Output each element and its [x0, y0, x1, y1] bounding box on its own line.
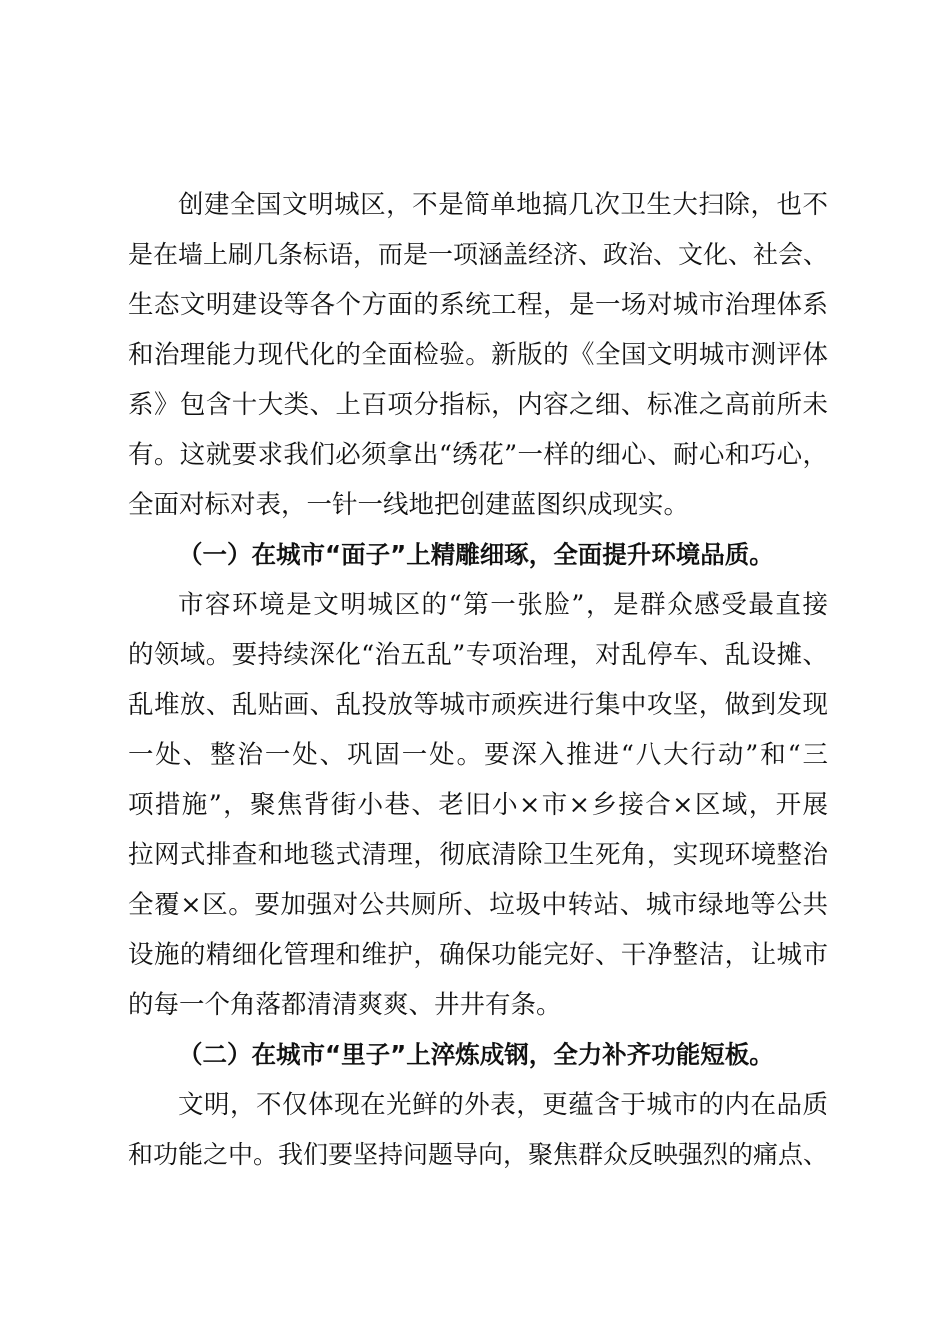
paragraph-2-line-8: 设施的精细化管理和维护，确保功能完好、干净整洁，让城市 [128, 940, 828, 970]
paragraph-3-line-2: 和功能之中。我们要坚持问题导向，聚焦群众反映强烈的痛点、 [128, 1140, 829, 1169]
section-heading-1: （一）在城市“面子”上精雕细琢，全面提升环境品质。 [178, 540, 774, 569]
paragraph-3-line-1: 文明，不仅体现在光鲜的外表，更蕴含于城市的内在品质 [178, 1090, 828, 1120]
paragraph-2-line-5: 项措施”，聚焦背街小巷、老旧小×市×乡接合×区域，开展 [128, 790, 828, 820]
paragraph-2-line-4: 一处、整治一处、巩固一处。要深入推进“八大行动”和“三 [128, 740, 828, 770]
section-heading-2: （二）在城市“里子”上淬炼成钢，全力补齐功能短板。 [178, 1040, 774, 1069]
paragraph-1-line-3: 生态文明建设等各个方面的系统工程，是一场对城市治理体系 [128, 290, 828, 320]
paragraph-2-line-3: 乱堆放、乱贴画、乱投放等城市顽疾进行集中攻坚，做到发现 [128, 690, 828, 720]
paragraph-1-line-5: 系》包含十大类、上百项分指标，内容之细、标准之高前所未 [128, 390, 828, 420]
paragraph-2-line-7: 全覆×区。要加强对公共厕所、垃圾中转站、城市绿地等公共 [128, 890, 828, 920]
paragraph-1-line-7: 全面对标对表，一针一线地把创建蓝图织成现实。 [128, 490, 690, 520]
paragraph-2-line-9: 的每一个角落都清清爽爽、井井有条。 [128, 990, 562, 1020]
paragraph-2-line-2: 的领域。要持续深化“治五乱”专项治理，对乱停车、乱设摊、 [128, 640, 828, 670]
paragraph-1-line-2: 是在墙上刷几条标语，而是一项涵盖经济、政治、文化、社会、 [128, 240, 829, 269]
paragraph-2-line-6: 拉网式排查和地毯式清理，彻底清除卫生死角，实现环境整治 [128, 840, 828, 870]
paragraph-1-line-4: 和治理能力现代化的全面检验。新版的《全国文明城市测评体 [128, 340, 828, 370]
paragraph-1-line-1: 创建全国文明城区，不是简单地搞几次卫生大扫除，也不 [178, 190, 828, 220]
paragraph-2-line-1: 市容环境是文明城区的“第一张脸”，是群众感受最直接 [178, 590, 828, 620]
paragraph-1-line-6: 有。这就要求我们必须拿出“绣花”一样的细心、耐心和巧心， [128, 440, 828, 470]
